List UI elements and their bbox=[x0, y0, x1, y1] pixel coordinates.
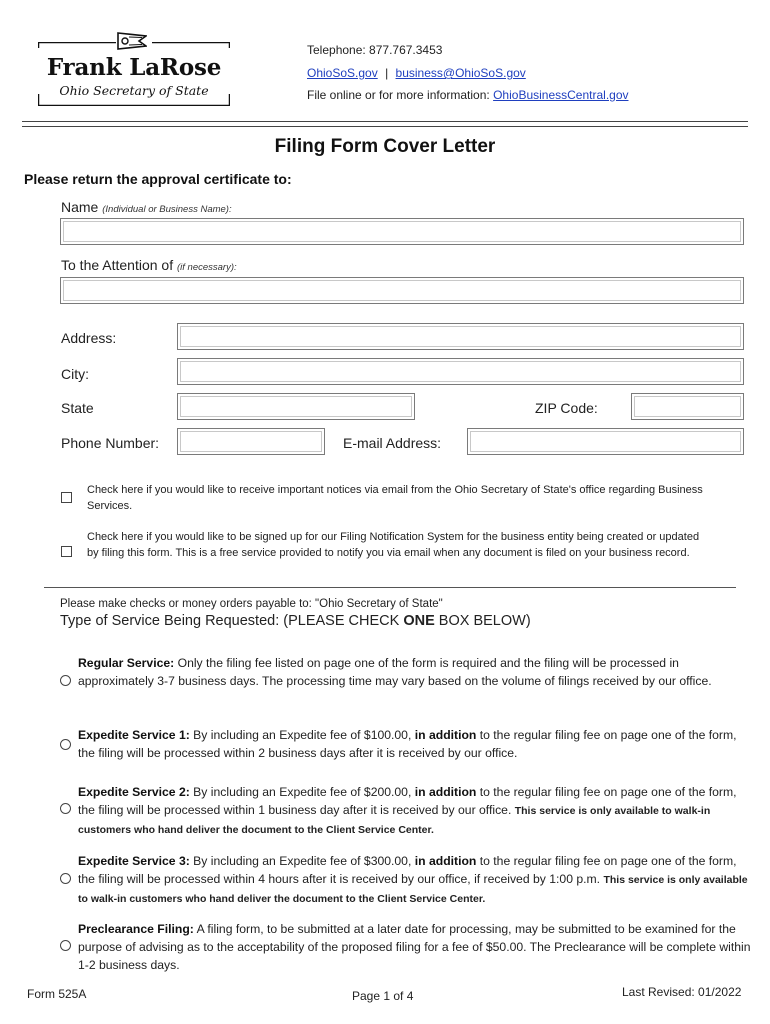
regular-service-radio[interactable] bbox=[60, 675, 71, 686]
state-input[interactable] bbox=[177, 393, 415, 420]
header-divider-bottom bbox=[22, 126, 748, 127]
filing-notification-checkbox[interactable] bbox=[61, 546, 72, 557]
email-link[interactable]: business@OhioSoS.gov bbox=[395, 66, 526, 80]
zip-label: ZIP Code: bbox=[535, 400, 598, 416]
attention-hint: (if necessary): bbox=[176, 262, 237, 273]
regular-service-title: Regular Service: bbox=[78, 656, 175, 670]
email-input[interactable] bbox=[467, 428, 744, 455]
header-divider-top bbox=[22, 121, 748, 122]
name-label-line bbox=[61, 199, 232, 215]
expedite-3-text bbox=[78, 852, 753, 908]
address-label: Address: bbox=[61, 330, 117, 346]
contact-links bbox=[307, 66, 526, 80]
website-link[interactable]: OhioSoS.gov bbox=[307, 66, 378, 80]
expedite-2-note: This service is only available to walk-in customers who hand deliver the document to the Client Service Center. bbox=[78, 805, 711, 836]
attention-label-line bbox=[61, 257, 237, 273]
regular-service-text bbox=[78, 654, 753, 690]
expedite-2-desc-b: to the regular filing fee on page one of the form, the filing will be processed within 1 business day after it is received by our office. bbox=[78, 785, 737, 817]
expedite-1-title: Expedite Service 1: bbox=[78, 728, 190, 742]
file-online-prefix: File online or for more information: bbox=[307, 88, 490, 102]
preclearance-radio[interactable] bbox=[60, 940, 71, 951]
expedite-3-note: This service is only available to walk-in customers who hand deliver the document to the Client Service Center. bbox=[78, 874, 748, 905]
zip-input[interactable] bbox=[631, 393, 744, 420]
state-label: State bbox=[61, 400, 94, 416]
ohio-flag-icon bbox=[117, 32, 147, 50]
filing-notification-text: Check here if you would like to be signed up for our Filing Notification System for the business entity being created or updated by filing this form. This is a free service provided to notify you via email when any document is filed on your business record. bbox=[87, 531, 700, 559]
email-label: E-mail Address: bbox=[343, 435, 442, 451]
logo-name: Frank LaRose bbox=[46, 54, 222, 81]
email-notices-text: Check here if you would like to receive important notices via email from the Ohio Secretary of State's office regarding Business Services. bbox=[87, 484, 703, 512]
expedite-2-radio[interactable] bbox=[60, 803, 71, 814]
phone-label: Phone Number: bbox=[61, 435, 160, 451]
expedite-1-text bbox=[78, 726, 753, 762]
service-type-suffix: BOX BELOW) bbox=[438, 613, 531, 629]
expedite-1-desc-a: By including an Expedite fee of $100.00, bbox=[193, 728, 412, 742]
preclearance-title: Preclearance Filing: bbox=[78, 922, 194, 936]
business-central-link[interactable]: OhioBusinessCentral.gov bbox=[493, 88, 629, 102]
last-revised: Last Revised: 01/2022 bbox=[622, 985, 742, 999]
name-label: Name bbox=[61, 199, 99, 215]
phone-input[interactable] bbox=[177, 428, 325, 455]
expedite-1-radio[interactable] bbox=[60, 739, 71, 750]
name-hint: (Individual or Business Name): bbox=[102, 204, 232, 215]
attention-label: To the Attention of bbox=[61, 257, 174, 273]
form-number: Form 525A bbox=[27, 987, 87, 1001]
expedite-1-bold: in addition bbox=[414, 728, 477, 742]
page-title: Filing Form Cover Letter bbox=[274, 136, 496, 157]
telephone: Telephone: 877.767.3453 bbox=[307, 43, 443, 57]
name-input[interactable] bbox=[60, 218, 744, 245]
expedite-3-radio[interactable] bbox=[60, 873, 71, 884]
service-type-heading bbox=[60, 613, 531, 629]
expedite-3-title: Expedite Service 3: bbox=[78, 854, 190, 868]
preclearance-desc: A filing form, to be submitted at a later date for processing, may be submitted to be examined for the purpose of advising as to the acceptability of the proposed filing for a fee of $50.00. The Preclearance will be complete within 1-2 business days. bbox=[78, 922, 751, 972]
address-input[interactable] bbox=[177, 323, 744, 350]
city-input[interactable] bbox=[177, 358, 744, 385]
logo-subtitle: Ohio Secretary of State bbox=[59, 83, 209, 98]
regular-service-desc: Only the filing fee listed on page one of the form is required and the filing will be processed in approximately 3-7 business days. The processing time may vary based on the volume of filings received by our office. bbox=[78, 656, 712, 688]
section-divider bbox=[44, 587, 736, 588]
file-online-line bbox=[307, 88, 629, 102]
service-type-emphasis: ONE bbox=[403, 613, 435, 629]
expedite-2-title: Expedite Service 2: bbox=[78, 785, 190, 799]
expedite-2-text bbox=[78, 783, 753, 839]
service-type-prefix: Type of Service Being Requested: (PLEASE CHECK bbox=[60, 613, 400, 629]
page-number: Page 1 of 4 bbox=[352, 989, 414, 1003]
email-notices-checkbox[interactable] bbox=[61, 492, 72, 503]
expedite-3-desc-a: By including an Expedite fee of $300.00, bbox=[193, 854, 412, 868]
contact-separator: | bbox=[385, 66, 389, 80]
expedite-2-bold: in addition bbox=[414, 785, 477, 799]
expedite-1-desc-b: to the regular filing fee on page one of the form, the filing will be processed within 2 business days after it is received by our office. bbox=[78, 728, 737, 760]
return-heading: Please return the approval certificate to: bbox=[24, 171, 292, 187]
expedite-2-desc-a: By including an Expedite fee of $200.00, bbox=[193, 785, 412, 799]
payable-note: Please make checks or money orders payable to: "Ohio Secretary of State" bbox=[60, 598, 443, 610]
preclearance-text bbox=[78, 920, 753, 974]
city-label: City: bbox=[61, 366, 89, 382]
attention-input[interactable] bbox=[60, 277, 744, 304]
expedite-3-desc-b: to the regular filing fee on page one of the form, the filing will be processed within 4 hours after it is received by our office, if received by 1:00 p.m. bbox=[78, 854, 737, 886]
expedite-3-bold: in addition bbox=[414, 854, 477, 868]
